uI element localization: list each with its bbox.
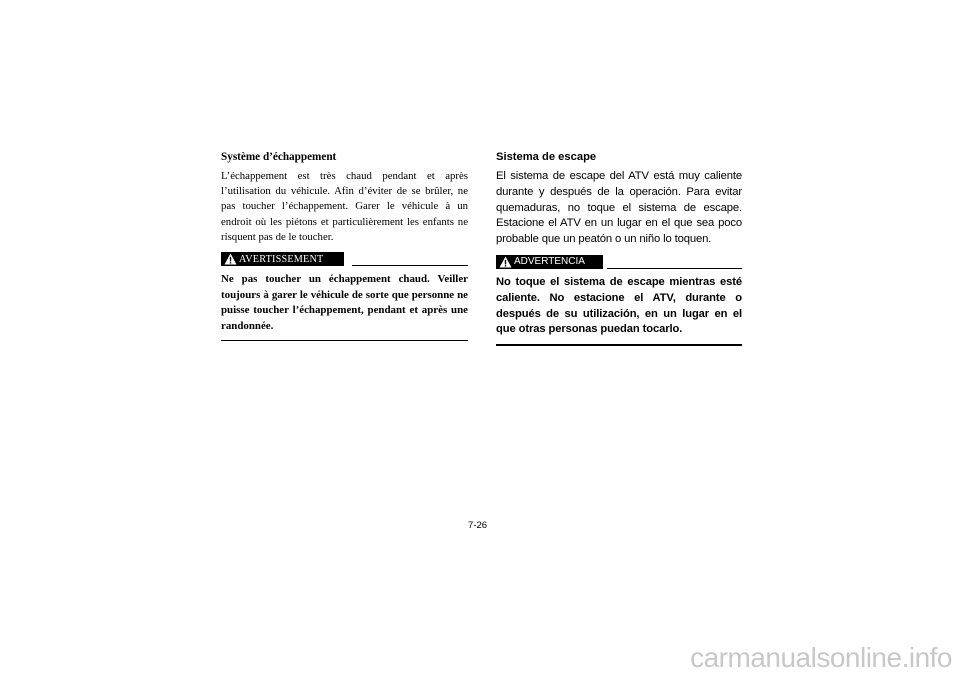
spanish-warning-badge: [496, 255, 603, 269]
spanish-paragraph: El sistema de escape del ATV está muy caliente durante y después de la operación. Para evitar quemaduras, no toque el sistema de escape. Estacione el ATV en un lugar en el que sea poco probable que un peatón o un niño lo toquen.: [496, 170, 742, 246]
spanish-warning-text: No toque el sistema de escape mientras esté caliente. No estacione el ATV, durante o después de su utilización, en un lugar en el que otras personas puedan tocarlo.: [496, 275, 742, 336]
spanish-column: [496, 150, 742, 346]
spanish-warning-end-rule: [496, 344, 742, 345]
page-number: 7-26: [468, 520, 488, 531]
watermark: carmanualsonline.info: [690, 642, 952, 673]
spanish-heading: Sistema de escape: [496, 151, 597, 163]
french-column: [221, 150, 468, 341]
french-warning-header: [221, 252, 468, 270]
spanish-warning-header: [496, 255, 742, 273]
spanish-warning-divider: [607, 268, 742, 269]
french-paragraph: L’échappement est très chaud pendant et après l’utilisation du véhicule. Afin d’éviter de se brûler, ne pas toucher l’échappement. Garer le véhicule à un endroit où les piétons et particulièrement les enfants ne risquent pas de le toucher.: [221, 170, 468, 243]
french-warning-divider: [352, 265, 468, 266]
french-warning-label: AVERTISSEMENT: [239, 253, 324, 265]
warning-triangle-icon: [224, 253, 237, 265]
french-heading: Système d’échappement: [221, 151, 337, 163]
french-warning-text: Ne pas toucher un échappement chaud. Veiller toujours à garer le véhicule de sorte que personne ne puisse toucher l’échappement, pendant et après une randonnée.: [221, 273, 468, 332]
spanish-warning-label: ADVERTENCIA: [514, 256, 585, 268]
warning-triangle-icon: [499, 256, 512, 268]
french-warning-end-rule: [221, 340, 468, 341]
french-warning-badge: [221, 252, 344, 266]
